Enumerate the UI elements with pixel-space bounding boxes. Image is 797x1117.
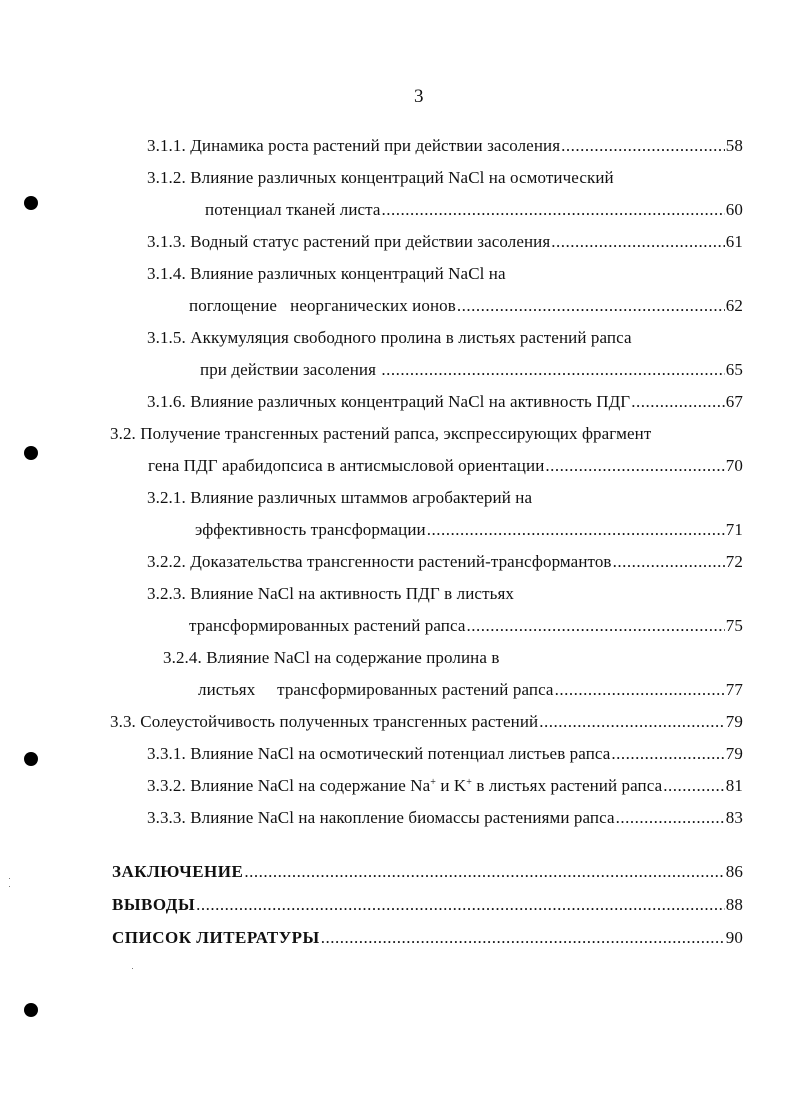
toc-entry-number: 3.2.3.: [147, 584, 186, 603]
toc-entry-number: 3.1.2.: [147, 168, 186, 187]
toc-entry-title: Динамика роста растений при действии засоления: [190, 136, 561, 155]
toc-entry-3-2-continuation: [148, 456, 743, 476]
punch-hole: [24, 196, 38, 210]
toc-entry-title-continuation: поглощение неорганических ионов: [189, 296, 456, 315]
toc-entry-title: Влияние различных концентраций NaCl на: [190, 264, 506, 283]
toc-entry-title-continuation: эффективность трансформации: [195, 520, 426, 539]
dot-leader: [244, 862, 724, 882]
toc-page-number: 79: [725, 712, 743, 731]
dot-leader: [457, 296, 725, 316]
toc-entry-conclusion: [112, 862, 743, 882]
dot-leader: [555, 680, 725, 700]
punch-hole: [24, 446, 38, 460]
toc-entry-title: Влияние NaCl на осмотический потенциал листьев рапса: [190, 744, 611, 763]
toc-entry-number: 3.2.: [110, 424, 136, 443]
toc-entry-title-continuation: при действии засоления: [200, 360, 381, 379]
toc-entry-title: СПИСОК ЛИТЕРАТУРЫ: [112, 928, 320, 947]
toc-entry-number: 3.1.4.: [147, 264, 186, 283]
toc-page-number: 77: [725, 680, 743, 699]
dot-leader: [616, 808, 725, 828]
toc-entry-title-continuation: трансформированных растений рапса: [189, 616, 466, 635]
toc-page-number: 61: [725, 232, 743, 251]
superscript-plus: +: [466, 777, 473, 788]
toc-entry-references: [112, 928, 743, 948]
punch-hole: [24, 752, 38, 766]
dot-leader: [561, 136, 725, 156]
toc-entry-3-2-4: [163, 648, 499, 668]
toc-entry-3-2-1: [147, 488, 532, 508]
toc-entry-number: 3.2.4.: [163, 648, 202, 667]
toc-page-number: 83: [725, 808, 743, 827]
toc-page-number: 81: [725, 776, 743, 795]
toc-entry-number: 3.2.2.: [147, 552, 186, 571]
toc-entry-title: Солеустойчивость полученных трансгенных растений: [140, 712, 539, 731]
toc-entry-3-1-4-continuation: [189, 296, 743, 316]
toc-entry-3-2-2: [147, 552, 743, 572]
dot-leader: [613, 552, 725, 572]
dot-leader: [427, 520, 725, 540]
toc-entry-number: 3.1.1.: [147, 136, 186, 155]
toc-page-number: 70: [725, 456, 743, 475]
toc-entry-findings: [112, 895, 743, 915]
toc-entry-3-1-5: [147, 328, 632, 348]
toc-entry-number: 3.3.1.: [147, 744, 186, 763]
toc-entry-3-1-2-continuation: [205, 200, 743, 220]
toc-page-number: 90: [725, 928, 743, 947]
toc-page-number: 60: [725, 200, 743, 219]
dot-leader: [539, 712, 725, 732]
dot-leader: [631, 392, 725, 412]
toc-page-number: 86: [725, 862, 743, 881]
toc-entry-3-1-6: [147, 392, 743, 412]
toc-entry-title: Доказательства трансгенности растений-трансформантов: [190, 552, 612, 571]
toc-entry-number: 3.3.3.: [147, 808, 186, 827]
toc-entry-3-1-4: [147, 264, 506, 284]
toc-entry-3-1-2: [147, 168, 614, 188]
toc-page-number: 71: [725, 520, 743, 539]
toc-entry-number: 3.3.2.: [147, 776, 186, 795]
toc-entry-number: 3.2.1.: [147, 488, 186, 507]
toc-entry-title-end: в листьях растений рапса: [472, 776, 663, 795]
toc-entry-title-continuation: гена ПДГ арабидопсиса в антисмысловой ориентации: [148, 456, 545, 475]
toc-entry-title-start: Влияние NaCl на содержание Na: [190, 776, 431, 795]
toc-page-number: 72: [725, 552, 743, 571]
toc-entry-title: Влияние NaCl на накопление биомассы растениями рапса: [190, 808, 615, 827]
dot-leader: [196, 895, 725, 915]
scan-speck: [9, 886, 10, 887]
toc-entry-title: ВЫВОДЫ: [112, 895, 196, 914]
toc-entry-3-2-1-continuation: [195, 520, 743, 540]
punch-hole: [24, 1003, 38, 1017]
dot-leader: [381, 360, 724, 380]
toc-entry-title: Влияние различных штаммов агробактерий на: [190, 488, 533, 507]
dot-leader: [611, 744, 724, 764]
toc-page-number: 88: [725, 895, 743, 914]
toc-entry-title-continuation: потенциал тканей листа: [205, 200, 381, 219]
scan-speck: [9, 878, 10, 879]
toc-entry-title: Водный статус растений при действии засоления: [190, 232, 551, 251]
page-number: 3: [414, 86, 424, 107]
toc-entry-3-2: [110, 424, 651, 444]
toc-entry-title: Влияние различных концентраций NaCl на активность ПДГ: [190, 392, 631, 411]
toc-entry-title: Аккумуляция свободного пролина в листьях растений рапса: [190, 328, 632, 347]
toc-page-number: 62: [725, 296, 743, 315]
toc-page-number: 75: [725, 616, 743, 635]
toc-entry-title-middle: и K: [435, 776, 467, 795]
toc-entry-title: Влияние NaCl на активность ПДГ в листьях: [190, 584, 514, 603]
toc-entry-title: ЗАКЛЮЧЕНИЕ: [112, 862, 244, 881]
toc-entry-3-3: [110, 712, 743, 732]
toc-entry-number: 3.1.5.: [147, 328, 186, 347]
toc-entry-title: Получение трансгенных растений рапса, экспрессирующих фрагмент: [140, 424, 652, 443]
toc-page-number: 58: [725, 136, 743, 155]
toc-entry-3-3-3: [147, 808, 743, 828]
dot-leader: [467, 616, 725, 636]
toc-entry-3-3-1: [147, 744, 743, 764]
toc-entry-3-3-2: [147, 776, 743, 796]
toc-entry-number: 3.1.3.: [147, 232, 186, 251]
toc-entry-3-1-1: [147, 136, 743, 156]
toc-entry-3-2-4-continuation: [198, 680, 743, 700]
toc-page-number: 79: [725, 744, 743, 763]
toc-entry-3-1-5-continuation: [200, 360, 743, 380]
toc-entry-number: 3.1.6.: [147, 392, 186, 411]
dot-leader: [551, 232, 725, 252]
dot-leader: [321, 928, 725, 948]
dot-leader: [382, 200, 725, 220]
dot-leader: [663, 776, 725, 796]
scan-speck: [132, 968, 133, 969]
toc-page-number: 67: [725, 392, 743, 411]
toc-entry-3-2-3: [147, 584, 514, 604]
superscript-plus: +: [430, 777, 436, 788]
toc-page-number: 65: [725, 360, 743, 379]
dot-leader: [545, 456, 724, 476]
toc-entry-3-1-3: [147, 232, 743, 252]
toc-entry-title: Влияние различных концентраций NaCl на осмотический: [190, 168, 614, 187]
toc-entry-title-continuation: листьях трансформированных растений рапса: [198, 680, 554, 699]
toc-entry-3-2-3-continuation: [189, 616, 743, 636]
toc-entry-number: 3.3.: [110, 712, 136, 731]
toc-entry-title: Влияние NaCl на содержание пролина в: [206, 648, 500, 667]
